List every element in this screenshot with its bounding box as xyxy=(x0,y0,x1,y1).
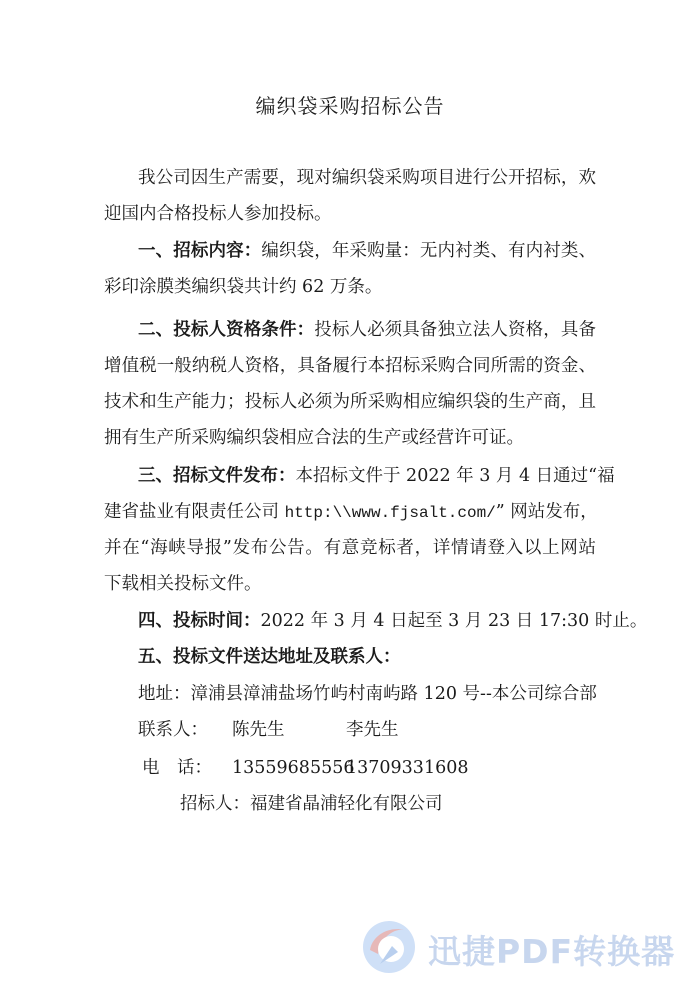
contact-name-1: 陈先生 xyxy=(232,720,285,740)
intro-line-1: 我公司因生产需要，现对编织袋采购项目进行公开招标，欢 xyxy=(138,168,596,188)
tenderer-line: 招标人：福建省晶浦轻化有限公司 xyxy=(180,794,443,814)
section-2-line-4: 拥有生产所采购编织袋相应合法的生产或经营许可证。 xyxy=(104,428,524,448)
section-2-line-2: 增值税一般纳税人资格，具备履行本招标采购合同所需的资金、 xyxy=(104,356,596,376)
section-1-line-1 xyxy=(138,239,596,263)
page-title: 编织袋采购招标公告 xyxy=(255,94,445,118)
section-3-line-2 xyxy=(104,500,596,525)
section-3-line-1 xyxy=(138,464,615,488)
section-2-line-1 xyxy=(138,318,596,342)
section-2-heading: 二、投标人资格条件： xyxy=(138,320,315,340)
intro-line-2: 迎国内合格投标人参加投标。 xyxy=(104,204,332,224)
section-2-text: 投标人必须具备独立法人资格，具备 xyxy=(314,320,597,340)
phone-label: 电 话： xyxy=(142,758,212,778)
section-1-text: 编织袋，年采购量：无内衬类、有内衬类、 xyxy=(261,241,597,261)
section-5-heading: 五、投标文件送达地址及联系人： xyxy=(138,647,401,667)
section-1-heading: 一、招标内容： xyxy=(138,241,262,261)
watermark xyxy=(358,920,688,976)
section-3-line-4: 下载相关投标文件。 xyxy=(104,574,262,594)
section-3-text-b: ” 网站发布， xyxy=(495,502,598,522)
section-3-text-a: 建省盐业有限责任公司 xyxy=(104,502,285,522)
section-1-line-2: 彩印涂膜类编织袋共计约 62 万条。 xyxy=(104,277,383,297)
section-3-heading: 三、招标文件发布： xyxy=(138,466,296,486)
phone-number-1: 13559685556 xyxy=(232,758,355,778)
section-4-line xyxy=(138,609,647,633)
section-3-line-3: 并在“海峡导报”发布公告。有意竞标者，详情请登入以上网站 xyxy=(104,538,596,558)
website-url: http:\\www.fjsalt.com/ xyxy=(284,504,496,522)
address-line: 地址：漳浦县漳浦盐场竹屿村南屿路 120 号--本公司综合部 xyxy=(138,684,597,704)
watermark-logo-icon xyxy=(358,916,420,978)
section-4-heading: 四、投标时间： xyxy=(138,611,261,631)
section-4-text: 2022 年 3 月 4 日起至 3 月 23 日 17:30 时止。 xyxy=(260,611,648,631)
watermark-text: 迅捷PDF转换器 xyxy=(428,932,676,971)
phone-number-2: 13709331608 xyxy=(346,758,469,778)
section-3-text: 本招标文件于 2022 年 3 月 4 日通过“福 xyxy=(295,466,615,486)
section-2-line-3: 技术和生产能力；投标人必须为所采购相应编织袋的生产商，且 xyxy=(104,392,596,412)
contact-name-2: 李先生 xyxy=(346,720,399,740)
contact-label: 联系人： xyxy=(138,720,208,740)
